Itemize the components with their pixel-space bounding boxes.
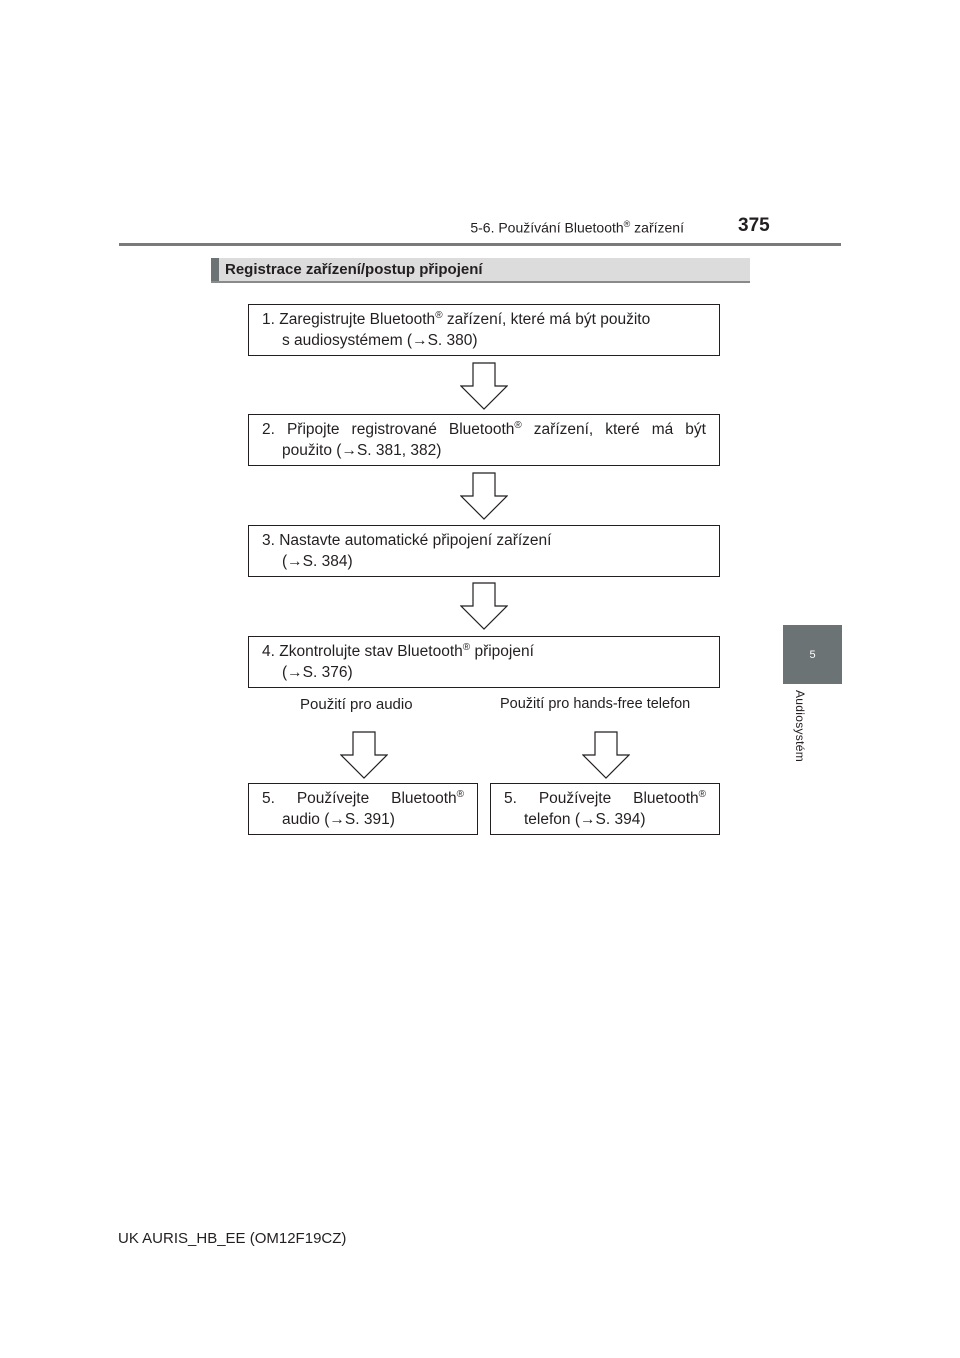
section-heading xyxy=(211,258,750,283)
flow-step-2 xyxy=(248,414,720,466)
flow-step-4-line2: (→S. 376) xyxy=(282,664,353,681)
down-arrow-icon xyxy=(340,731,388,779)
header-divider xyxy=(119,243,841,246)
flow-step-4-line1: 4. Zkontrolujte stav Bluetooth® připojení xyxy=(262,641,534,660)
down-arrow-icon xyxy=(582,731,630,779)
header-section-title: 5-6. Používání Bluetooth® zařízení xyxy=(470,219,684,236)
flow-step-5-phone-line2: telefon (→S. 394) xyxy=(524,811,646,828)
flow-step-5-phone-line1: 5. Používejte Bluetooth® xyxy=(504,788,706,807)
flow-step-1-line1: 1. Zaregistrujte Bluetooth® zařízení, které má být použito xyxy=(262,309,651,328)
flow-step-5-audio-line2: audio (→S. 391) xyxy=(282,811,395,828)
flow-step-5-audio xyxy=(248,783,478,835)
flow-step-2-line1: 2. Připojte registrované Bluetooth® zařízení, které má být xyxy=(262,419,706,438)
footer-model-code: UK AURIS_HB_EE (OM12F19CZ) xyxy=(118,1230,347,1247)
down-arrow-icon xyxy=(460,362,508,410)
section-heading-accent xyxy=(211,258,219,281)
flow-step-3-line1: 3. Nastavte automatické připojení zařízení xyxy=(262,532,552,549)
branch-label-phone: Použití pro hands-free telefon xyxy=(500,696,691,712)
chapter-label: Audiosystém xyxy=(793,690,807,762)
flow-step-5-phone xyxy=(490,783,720,835)
chapter-tab xyxy=(783,625,842,684)
flow-step-1-line2: s audiosystémem (→S. 380) xyxy=(282,332,478,349)
flow-step-4 xyxy=(248,636,720,688)
flow-step-3 xyxy=(248,525,720,577)
flow-step-2-line2: použito (→S. 381, 382) xyxy=(282,442,442,459)
branch-label-audio: Použití pro audio xyxy=(300,696,413,713)
section-heading-text: Registrace zařízení/postup připojení xyxy=(225,261,483,278)
flow-step-5-audio-line1: 5. Používejte Bluetooth® xyxy=(262,788,464,807)
flow-step-1 xyxy=(248,304,720,356)
page-number: 375 xyxy=(738,215,770,236)
flow-step-3-line2: (→S. 384) xyxy=(282,553,353,570)
down-arrow-icon xyxy=(460,582,508,630)
chapter-number: 5 xyxy=(809,648,816,661)
down-arrow-icon xyxy=(460,472,508,520)
